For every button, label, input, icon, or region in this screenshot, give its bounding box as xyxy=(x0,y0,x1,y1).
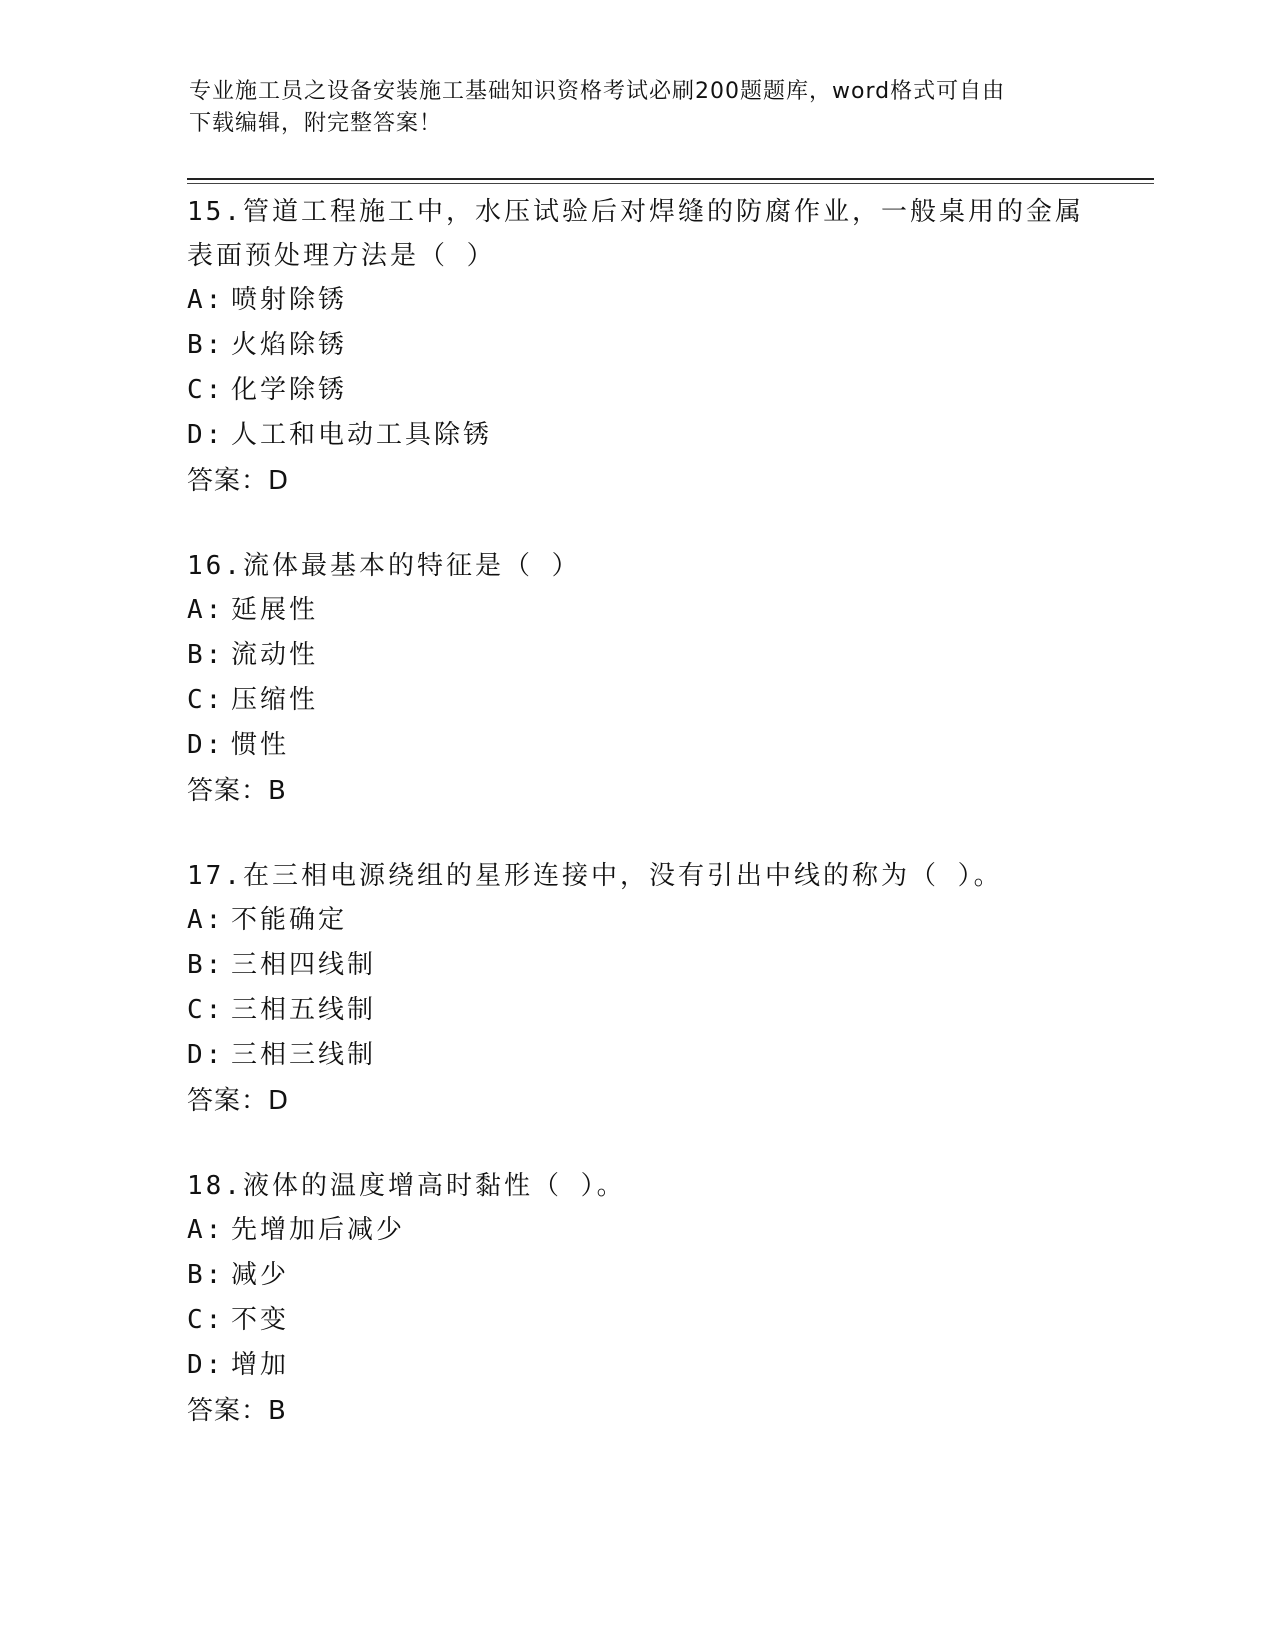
option-text: 三相四线制 xyxy=(231,950,377,980)
question-18 xyxy=(187,1164,1087,1434)
option-letter: A: xyxy=(187,1215,225,1245)
header-line-1: 专业施工员之设备安装施工基础知识资格考试必刷200题题库，word格式可自由 xyxy=(189,79,1006,104)
option-letter: C: xyxy=(187,375,225,405)
answer-line: 答案：B xyxy=(187,776,287,806)
option-letter: D: xyxy=(187,1350,225,1380)
answer-line: 答案：D xyxy=(187,1086,290,1116)
question-stem-continued: 表面预处理方法是（ ） xyxy=(187,241,496,271)
option-d xyxy=(187,723,1087,768)
option-letter: A: xyxy=(187,595,225,625)
option-a xyxy=(187,898,1087,943)
option-text: 延展性 xyxy=(231,595,319,625)
option-letter: C: xyxy=(187,995,225,1025)
option-text: 喷射除锈 xyxy=(231,285,348,315)
option-text: 减少 xyxy=(231,1260,290,1290)
option-text: 三相三线制 xyxy=(231,1040,377,1070)
option-letter: B: xyxy=(187,1260,225,1290)
option-letter: B: xyxy=(187,950,225,980)
option-text: 化学除锈 xyxy=(231,375,348,405)
option-text: 不变 xyxy=(231,1305,290,1335)
question-stem: 18.液体的温度增高时黏性（ ）。 xyxy=(187,1171,626,1201)
question-list xyxy=(187,190,1087,1474)
option-text: 不能确定 xyxy=(231,905,348,935)
question-16 xyxy=(187,544,1087,814)
option-letter: C: xyxy=(187,1305,225,1335)
header-line-2: 下载编辑，附完整答案！ xyxy=(189,111,443,136)
option-text: 先增加后减少 xyxy=(231,1215,406,1245)
option-d xyxy=(187,1343,1087,1388)
option-letter: D: xyxy=(187,730,225,760)
option-letter: A: xyxy=(187,905,225,935)
option-a xyxy=(187,1208,1087,1253)
option-a xyxy=(187,278,1087,323)
option-text: 压缩性 xyxy=(231,685,319,715)
option-c xyxy=(187,678,1087,723)
option-d xyxy=(187,413,1087,458)
option-d xyxy=(187,1033,1087,1078)
option-letter: D: xyxy=(187,420,225,450)
option-letter: D: xyxy=(187,1040,225,1070)
option-letter: C: xyxy=(187,685,225,715)
option-text: 火焰除锈 xyxy=(231,330,348,360)
question-15 xyxy=(187,190,1087,504)
option-a xyxy=(187,588,1087,633)
option-b xyxy=(187,943,1087,988)
question-stem: 15.管道工程施工中，水压试验后对焊缝的防腐作业，一般桌用的金属 xyxy=(187,197,1084,227)
option-letter: B: xyxy=(187,640,225,670)
option-c xyxy=(187,988,1087,1033)
option-b xyxy=(187,633,1087,678)
option-b xyxy=(187,1253,1087,1298)
header-divider-thin xyxy=(187,183,1154,184)
option-text: 流动性 xyxy=(231,640,319,670)
option-c xyxy=(187,368,1087,413)
option-c xyxy=(187,1298,1087,1343)
option-text: 惯性 xyxy=(231,730,290,760)
question-17 xyxy=(187,854,1087,1124)
answer-line: 答案：D xyxy=(187,466,290,496)
question-stem: 16.流体最基本的特征是（ ） xyxy=(187,551,581,581)
option-text: 增加 xyxy=(231,1350,290,1380)
option-b xyxy=(187,323,1087,368)
answer-line: 答案：B xyxy=(187,1396,287,1426)
document-header xyxy=(189,76,1089,140)
option-text: 三相五线制 xyxy=(231,995,377,1025)
option-letter: A: xyxy=(187,285,225,315)
option-letter: B: xyxy=(187,330,225,360)
option-text: 人工和电动工具除锈 xyxy=(231,420,493,450)
header-divider-thick xyxy=(187,178,1154,180)
question-stem: 17.在三相电源绕组的星形连接中，没有引出中线的称为（ ）。 xyxy=(187,861,1003,891)
